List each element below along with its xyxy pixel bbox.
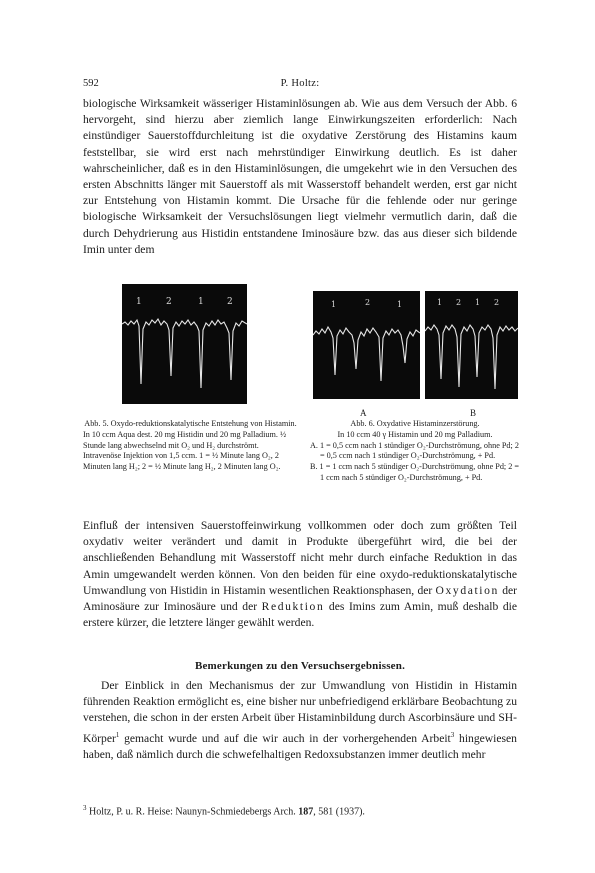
figure-6a-mark-1: 1	[331, 300, 337, 309]
figure-6a-mark-3: 1	[397, 300, 403, 309]
body-paragraph-top: biologische Wirksamkeit wässeriger Histaminlösungen ab. Wie aus dem Versuch der Abb. 6 hervorgeht, sind hierzu aber ziemlich lange Einwirkungszeiten erforderlich: Nach einstündiger Sauerstoffdurchleitung ist die oxydative Zerstörung des Histamins kaum feststellbar, sie wird erst nach mehrstündiger Einwirkung deutlich. Es ist daher wahrscheinlicher, daß es in den Histaminlösungen, die umgekehrt wie in den Versuchen des ersten Abschnitts länger mit Sauerstoff als mit Wasserstoff behandelt werden, erst gar nicht zur Entstehung von Histamin kommt. Die Ursache für die fehlende oder nur geringe biologische Wirksamkeit der Versuchslösungen liegt vielmehr vermutlich darin, daß die durch Dehydrierung aus Histidin entstandene Iminosäure bzw. das aus dieser sich bildende Imin unter dem	[83, 97, 517, 256]
paragraph-middle-text-2: der Aminosäure zur Iminosäure und der	[83, 583, 518, 614]
figure-6-panel-label-a: A	[360, 408, 367, 418]
figure-5-trace-plot	[122, 284, 247, 404]
figure-5-trace	[122, 319, 247, 388]
figure-6-caption-line: In 10 ccm 40 γ Histamin und 20 mg Palladium.	[337, 429, 493, 439]
figure-5-mark-3: 1	[198, 297, 204, 307]
figure-6b-mark-1: 1	[437, 298, 443, 307]
figure-6-caption	[310, 419, 520, 484]
paragraph-middle-text-3: des Imins zum Amin, muß deshalb die erstere kürzer, die letztere länger gewählt werden.	[83, 600, 517, 630]
figure-6b-mark-2: 2	[456, 298, 462, 307]
page-header	[83, 78, 517, 92]
figure-5-caption	[83, 419, 298, 473]
footnote-ref-3: 3	[450, 730, 455, 739]
term-reduktion: Reduktion	[261, 600, 325, 614]
footnote-pages-year: , 581 (1937).	[313, 806, 365, 818]
figure-6-caption-title: Abb. 6. Oxydative Histaminzerstörung.	[350, 419, 480, 428]
figure-6b-trace-plot	[425, 291, 518, 399]
paragraph-bottom-text-1: Der Einblick in den Mechanismus der zur Umwandlung von Histidin in Histamin führenden Reaktion ermöglicht es, eine bisher nur unbefriedigend erklärbare Beobachtung zu verstehen, die schon in der ersten Arbeit über Histaminbildung durch Ascorbinsäure und SH-Körper	[83, 679, 517, 745]
figure-5-mark-4: 2	[227, 297, 233, 307]
figure-5-caption-body: In 10 ccm Aqua dest. 20 mg Histidin und 20 mg Palladium. ½ Stunde lang abwechselnd mit O₂ und H₂ durchströmt. Intravenöse Injektion von 1,5 ccm. 1 = ½ Minute lang O₂, 2 Minuten lang H₂; 2 = ½ Minute lang H₂, 2 Minuten lang O₂.	[83, 429, 287, 472]
figure-6b-mark-3: 1	[475, 298, 481, 307]
footnote-authors: Holtz, P. u. R. Heise: Naunyn-Schmiedebergs Arch.	[89, 806, 299, 818]
figure-6b-kymograph	[425, 291, 518, 399]
footnote	[83, 804, 517, 817]
section-heading: Bemerkungen zu den Versuchsergebnissen.	[194, 660, 406, 672]
body-paragraph-middle	[83, 518, 517, 631]
body-paragraph-bottom	[83, 678, 517, 763]
page-number: 592	[83, 78, 99, 89]
figure-6a-kymograph	[313, 291, 420, 399]
figure-5-mark-1: 1	[136, 297, 142, 307]
figure-6a-trace-plot	[313, 291, 420, 399]
footnote-volume: 187	[298, 806, 314, 818]
footnote-ref-1: 1	[115, 730, 120, 739]
running-head: P. Holtz:	[280, 78, 320, 89]
paragraph-bottom-text-2: gemacht wurde und auf die wir auch in der vorhergehenden Arbeit	[119, 731, 451, 745]
paragraph-middle-text-1: Einfluß der intensiven Sauerstoffeinwirkung vollkommen oder doch zum größten Teil oxydativ weiter verändert und damit in Produkte übergeführt wird, die bei der anschließenden Behandlung mit Wasserstoff nicht mehr durch einfache Reduktion in das Amin umgewandelt werden können. Von den beiden für eine oxydo-reduktionskatalytische Umwandlung von Histidin in Histamin wesentlichen Reaktionsphasen, der	[83, 519, 517, 597]
figure-6a-mark-2: 2	[365, 298, 371, 307]
figure-5-mark-2: 2	[166, 297, 172, 307]
figure-6b-mark-4: 2	[494, 298, 500, 307]
figure-6-caption-a: A. 1 = 0,5 ccm nach 1 stündiger O₂-Durchströmung, ohne Pd; 2 = 0,5 ccm nach 1 stündiger O₂-Durchströmung, + Pd.	[310, 440, 519, 461]
figure-6a-trace	[313, 327, 420, 381]
figure-6-panel-label-b: B	[470, 408, 477, 418]
figure-5-caption-title: Abb. 5. Oxydo-reduktionskatalytische Entstehung von Histamin.	[84, 419, 297, 428]
figure-5-kymograph	[122, 284, 247, 404]
figure-6b-trace	[425, 325, 518, 389]
footnote-marker: 3	[83, 804, 87, 812]
figure-6-caption-b: B. 1 = 1 ccm nach 5 stündiger O₂-Durchströmung, ohne Pd; 2 = 1 ccm nach 5 stündiger O₂-Durchströmung, + Pd.	[310, 462, 520, 482]
paragraph-bottom-text-3: hingewiesen haben, daß nämlich durch die schwefelhaltigen Redoxsubstanzen immer deutlich mehr	[83, 731, 517, 761]
term-oxydation: Oxydation	[435, 583, 499, 597]
